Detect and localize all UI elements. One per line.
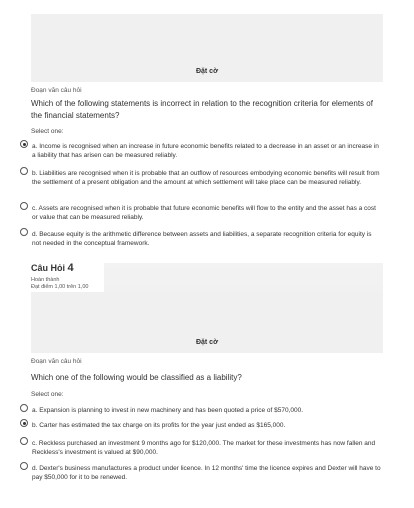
radio-icon[interactable] (20, 202, 28, 210)
question-number: 4 (67, 262, 74, 274)
flag-question-3-link[interactable]: Đặt cờ (195, 68, 219, 75)
question-4-section-label: Đoạn văn câu hỏi (31, 358, 82, 365)
option-label: c. Reckless purchased an investment 9 months ago for $120,000. The market for these investments has now fallen and Reckless's investment is valued at $90,000. (32, 440, 376, 456)
question-4-heading (31, 262, 74, 274)
radio-icon[interactable] (20, 167, 28, 175)
option-label: a. Income is recognised when an increase in future economic benefits related to a decrease in an asset or an increase in a liability that has arisen can be measured reliably. (32, 143, 379, 159)
option-label: b. Liabilities are recognised when it is probable that an outflow of resources embodying economic benefits will result from the settlement of a present obligation and the amount at which settlement will take place can be measured reliably. (32, 170, 380, 186)
radio-icon[interactable] (20, 404, 28, 412)
question-4-info-box (31, 292, 383, 353)
radio-icon[interactable] (20, 228, 28, 236)
question-4-text: Which one of the following would be classified as a liability? (31, 373, 242, 382)
question-4-select-one: Select one: (31, 391, 64, 398)
radio-checked-icon[interactable] (20, 419, 28, 427)
question-4-grade: Đạt điểm 1,00 trên 1,00 (31, 284, 89, 290)
option-label: b. Carter has estimated the tax charge on its profits for the year just ended as $165,000. (32, 422, 286, 429)
radio-checked-icon[interactable] (20, 140, 28, 148)
question-3-info-box (31, 14, 383, 82)
radio-icon[interactable] (20, 437, 28, 445)
option-label: c. Assets are recognised when it is probable that future economic benefits will flow to the entity and the asset has a cost or value that can be measured reliably. (32, 205, 376, 221)
question-4-status: Hoàn thành (31, 277, 60, 283)
question-heading-prefix: Câu Hỏi (31, 263, 66, 273)
option-label: d. Because equity is the arithmetic difference between assets and liabilities, a separate recognition criteria for equity is not needed in the conceptual framework. (32, 231, 372, 247)
flag-question-4-link[interactable]: Đặt cờ (195, 339, 219, 346)
question-3-select-one: Select one: (31, 128, 64, 135)
option-label: d. Dexter's business manufactures a product under licence. In 12 months' time the licence expires and Dexter will have to pay $50,000 for it to be renewed. (32, 465, 381, 481)
question-3-section-label: Đoạn văn câu hỏi (31, 87, 82, 94)
question-3-text: Which of the following statements is incorrect in relation to the recognition criteria for elements of the financial statements? (31, 99, 373, 120)
radio-icon[interactable] (20, 462, 28, 470)
option-label: a. Expansion is planning to invest in new machinery and has been quoted a price of $570,000. (32, 407, 304, 414)
